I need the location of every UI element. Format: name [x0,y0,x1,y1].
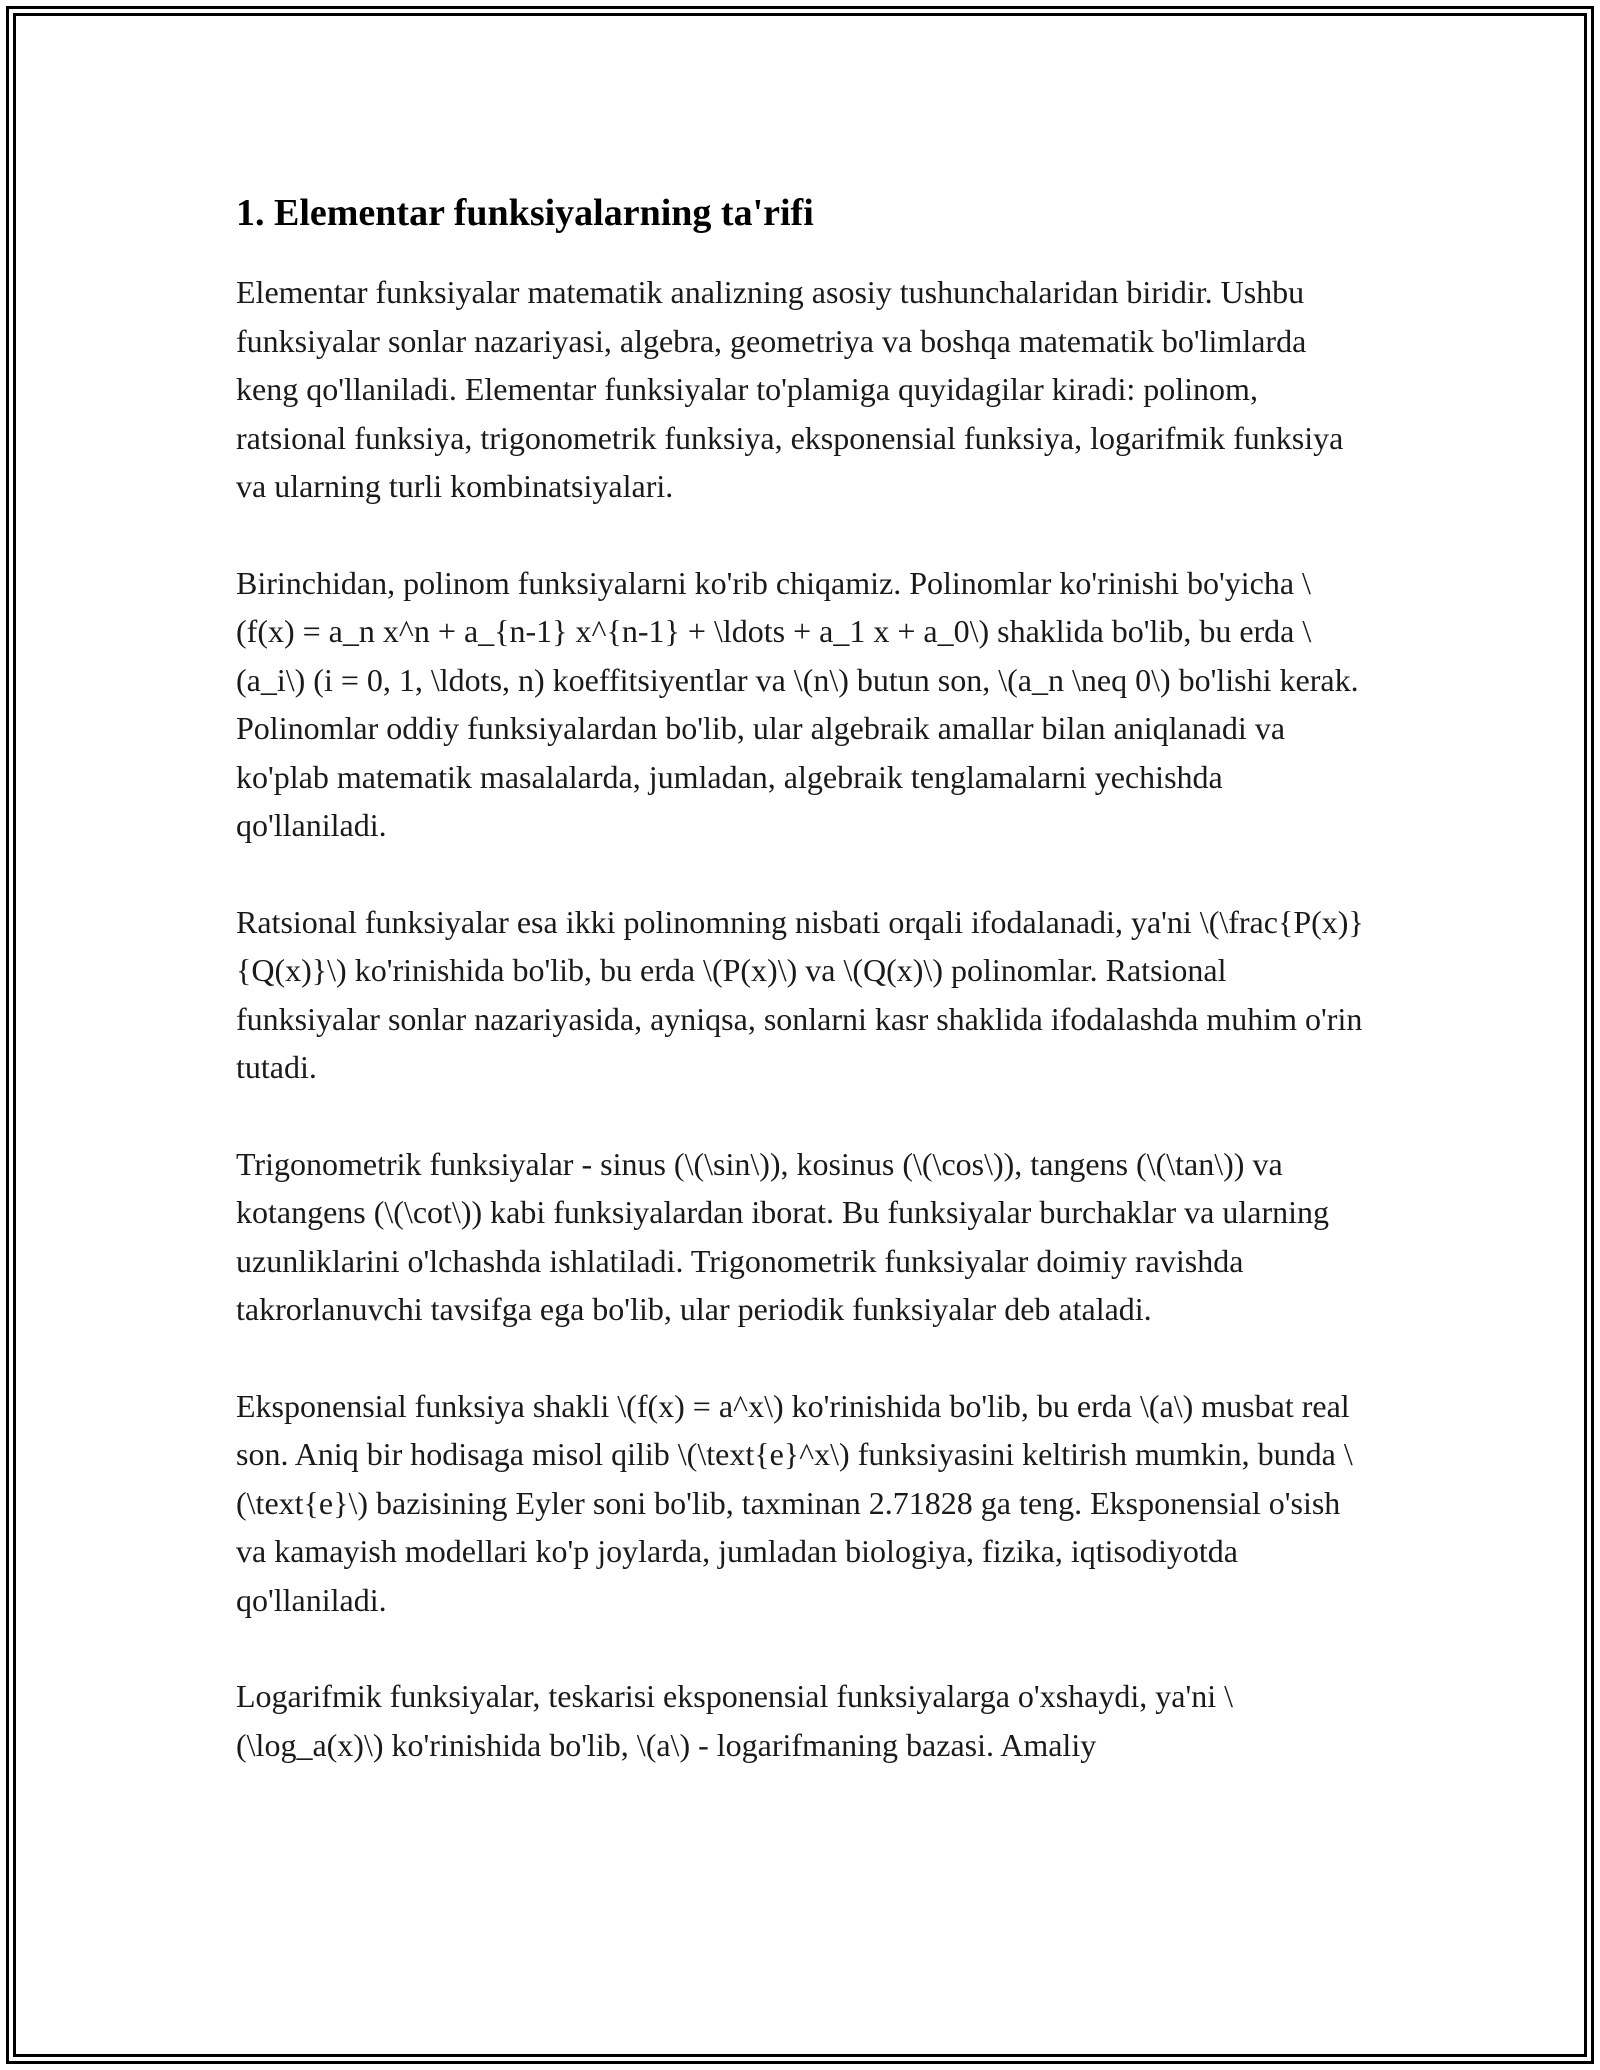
paragraph-rational: Ratsional funksiyalar esa ikki polinomning nisbati orqali ifodalanadi, ya'ni \(\frac{P(x)}{Q(x)}\) ko'rinishida bo'lib, bu erda \(P(x)\) va \(Q(x)\) polinomlar. Ratsional funksiyalar sonlar nazariyasida, ayniqsa, sonlarni kasr shaklida ifodalashda muhim o'rin tutadi. [236,903,1364,1085]
paragraph-trigonometric: Trigonometrik funksiyalar - sinus (\(\sin\)), kosinus (\(\cos\)), tangens (\(\tan\)) va kotangens (\(\cot\)) kabi funksiyalardan iborat. Bu funksiyalar burchaklar va ularning uzunliklarini o'lchashda ishlatiladi. Trigonometrik funksiyalar doimiy ravishda takrorlanuvchi tavsifga ega bo'lib, ular periodik funksiyalar deb ataladi. [236,1145,1329,1327]
document-body [236,188,1364,1817]
section-heading: 1. Elementar funksiyalarning ta'rifi [236,192,814,234]
paragraph-definition: Elementar funksiyalar matematik analizning asosiy tushunchalaridan biridir. Ushbu funksiyalar sonlar nazariyasi, algebra, geometriya va boshqa matematik bo'limlarda keng qo'llaniladi. Elementar funksiyalar to'plamiga quyidagilar kiradi: polinom, ratsional funksiya, trigonometrik funksiya, eksponensial funksiya, logarifmik funksiya va ularning turli kombinatsiyalari. [236,274,1344,504]
paragraph-exponential: Eksponensial funksiya shakli \(f(x) = a^x\) ko'rinishida bo'lib, bu erda \(a\) musbat real son. Aniq bir hodisaga misol qilib \(\text{e}^x\) funksiyasini keltirish mumkin, bunda \(\text{e}\) bazisining Eyler soni bo'lib, taxminan 2.71828 ga teng. Eksponensial o'sish va kamayish modellari ko'p joylarda, jumladan biologiya, fizika, iqtisodiyotda qo'llaniladi. [236,1387,1353,1618]
paragraph-polynomial: Birinchidan, polinom funksiyalarni ko'rib chiqamiz. Polinomlar ko'rinishi bo'yicha \(f(x) = a_n x^n + a_{n-1} x^{n-1} + \ldots + a_1 x + a_0\) shaklida bo'lib, bu erda \(a_i\) (i = 0, 1, \ldots, n) koeffitsiyentlar va \(n\) butun son, \(a_n \neq 0\) bo'lishi kerak. Polinomlar oddiy funksiyalardan bo'lib, ular algebraik amallar bilan aniqlanadi va ko'plab matematik masalalarda, jumladan, algebraik tenglamalarni yechishda qo'llaniladi. [236,564,1359,843]
paragraph-logarithmic: Logarifmik funksiyalar, teskarisi eksponensial funksiyalarga o'xshaydi, ya'ni \(\log_a(x)\) ko'rinishida bo'lib, \(a\) - logarifmaning bazasi. Amaliy [236,1678,1233,1763]
